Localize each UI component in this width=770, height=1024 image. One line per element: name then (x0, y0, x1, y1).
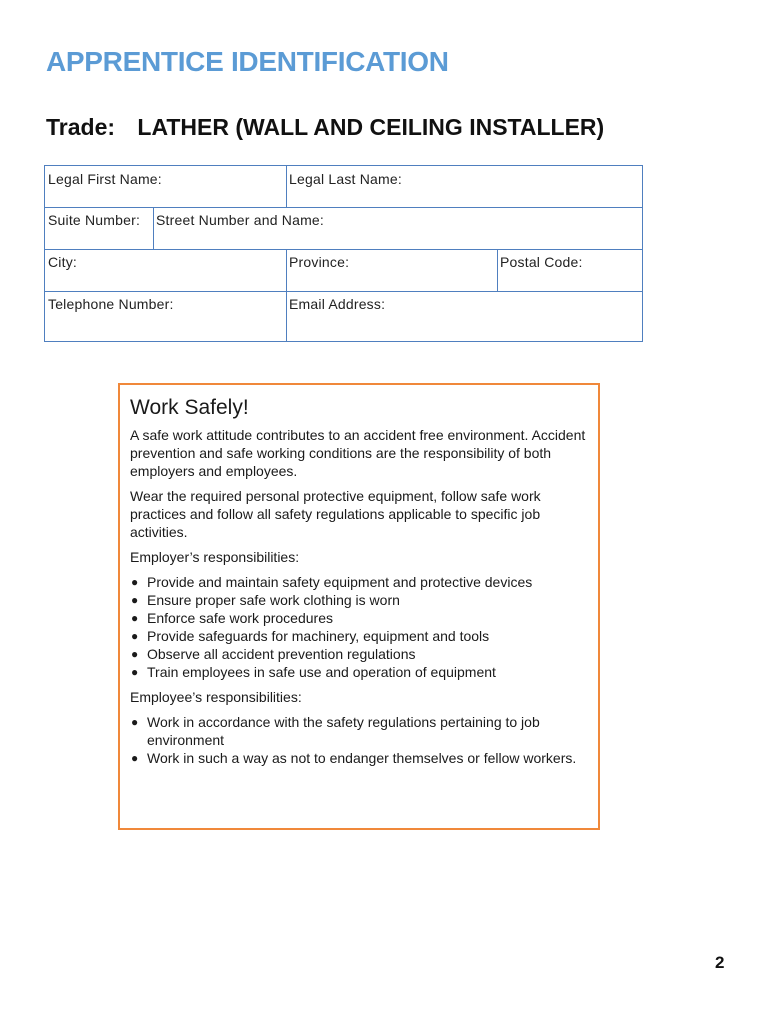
list-item: ● Work in accordance with the safety regulations pertaining to job environment (131, 714, 540, 748)
trade-value: LATHER (WALL AND CEILING INSTALLER) (137, 114, 605, 140)
city-field[interactable] (45, 249, 286, 291)
trade-label: Trade: (46, 114, 116, 140)
bullet-icon: ● (131, 751, 139, 765)
list-item: ● Provide and maintain safety equipment and protective devices (131, 574, 533, 590)
list-item: ● Work in such a way as not to endanger themselves or fellow workers. (131, 750, 577, 766)
legal-last-name-field[interactable] (286, 166, 642, 207)
bullet-icon: ● (131, 611, 139, 625)
bullet-icon: ● (131, 575, 139, 589)
telephone-field[interactable] (45, 291, 286, 341)
page-title: APPRENTICE IDENTIFICATION (46, 46, 449, 77)
employer-responsibilities-heading: Employer’s responsibilities: (130, 549, 300, 565)
identification-form (44, 165, 643, 342)
bullet-icon: ● (131, 629, 139, 643)
legal-last-name-label: Legal Last Name: (289, 171, 402, 187)
work-safely-heading: Work Safely! (130, 396, 249, 419)
bullet-icon: ● (131, 593, 139, 607)
employer-responsibilities-list (130, 573, 588, 681)
email-field[interactable] (286, 291, 642, 341)
suite-number-label: Suite Number: (48, 212, 141, 228)
street-field[interactable] (153, 207, 642, 249)
page-number: 2 (715, 953, 725, 972)
telephone-label: Telephone Number: (48, 296, 174, 312)
employee-responsibilities-heading: Employee’s responsibilities: (130, 689, 302, 705)
suite-number-field[interactable] (45, 207, 153, 249)
safety-ppe: Wear the required personal protective equipment, follow safe work practices and follow all safety regulations applicable to specific job activities. (130, 488, 541, 540)
list-item: ● Observe all accident prevention regulations (131, 646, 416, 662)
trade-line (46, 114, 604, 141)
list-item: ● Enforce safe work procedures (131, 610, 333, 626)
list-item: ● Provide safeguards for machinery, equipment and tools (131, 628, 490, 644)
employee-responsibilities-list (130, 713, 588, 767)
legal-first-name-field[interactable] (45, 166, 286, 207)
bullet-icon: ● (131, 665, 139, 679)
list-item: ● Train employees in safe use and operation of equipment (131, 664, 496, 680)
bullet-icon: ● (131, 715, 139, 729)
city-label: City: (48, 254, 77, 270)
street-label: Street Number and Name: (156, 212, 325, 228)
postal-code-label: Postal Code: (500, 254, 583, 270)
province-field[interactable] (286, 249, 497, 291)
bullet-icon: ● (131, 647, 139, 661)
email-label: Email Address: (289, 296, 386, 312)
work-safely-box (118, 383, 600, 830)
list-item: ● Ensure proper safe work clothing is worn (131, 592, 400, 608)
province-label: Province: (289, 254, 350, 270)
postal-code-field[interactable] (497, 249, 642, 291)
safety-intro: A safe work attitude contributes to an accident free environment. Accident prevention and safe working conditions are the responsibility of both employers and employees. (130, 427, 586, 479)
legal-first-name-label: Legal First Name: (48, 171, 162, 187)
